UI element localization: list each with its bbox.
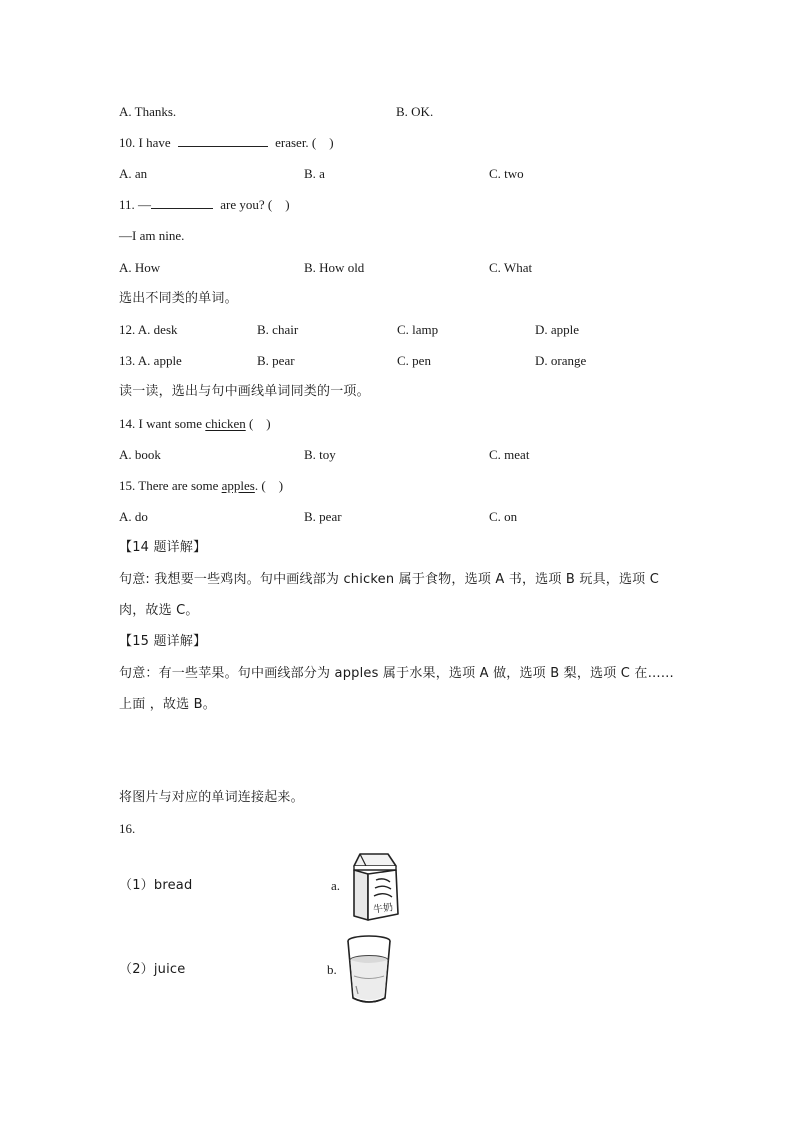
water-glass-icon bbox=[344, 934, 394, 1010]
answer-blank bbox=[151, 196, 213, 209]
milk-carton-icon bbox=[346, 850, 404, 926]
q13-option-c: C. pen bbox=[397, 353, 431, 368]
q12-option-b: B. chair bbox=[257, 322, 299, 337]
question-10-text-after: eraser. ( ) bbox=[275, 135, 334, 150]
q10-option-b: B. a bbox=[304, 166, 325, 181]
match-word-juice: （2）juice bbox=[119, 962, 186, 977]
match-letter-b: b. bbox=[327, 962, 337, 977]
q12-option-a: 12. A. desk bbox=[119, 322, 178, 337]
question-15-text-after: . ( ) bbox=[254, 478, 284, 493]
section-heading-match: 将图片与对应的单词连接起来。 bbox=[119, 790, 304, 805]
question-15-underlined-word: apples bbox=[221, 478, 255, 493]
q14-option-a: A. book bbox=[119, 447, 161, 462]
question-14-underlined-word: chicken bbox=[205, 416, 246, 431]
q15-option-c: C. on bbox=[489, 509, 518, 524]
question-11-text-after: are you? ( ) bbox=[220, 197, 290, 212]
q12-option-c: C. lamp bbox=[397, 322, 439, 337]
q11-option-c: C. What bbox=[489, 260, 533, 275]
question-16-number: 16. bbox=[119, 821, 136, 836]
section-heading-odd-one-out: 选出不同类的单词。 bbox=[119, 291, 238, 306]
q15-option-a: A. do bbox=[119, 509, 148, 524]
q11-option-b: B. How old bbox=[304, 260, 365, 275]
question-10-text-before: 10. I have bbox=[119, 135, 171, 150]
q11-option-a: A. How bbox=[119, 260, 161, 275]
section-heading-same-class: 读一读，选出与句中画线单词同类的一项。 bbox=[119, 384, 370, 399]
question-15 bbox=[119, 476, 283, 496]
q9-option-b: B. OK. bbox=[396, 104, 434, 119]
q15-option-b: B. pear bbox=[304, 509, 342, 524]
q14-option-c: C. meat bbox=[489, 447, 530, 462]
q9-option-a: A. Thanks. bbox=[119, 104, 177, 119]
q12-option-d: D. apple bbox=[535, 322, 580, 337]
q10-option-a: A. an bbox=[119, 166, 148, 181]
q10-option-c: C. two bbox=[489, 166, 524, 181]
detail-14-explanation: 句意: 我想要一些鸡肉。句中画线部为 chicken 属于食物，选项 A 书，选项 B 玩具，选项 C 肉，故选 C。 bbox=[119, 572, 659, 618]
q13-option-b: B. pear bbox=[257, 353, 295, 368]
carton-label-text: 牛奶 bbox=[372, 902, 394, 916]
question-14 bbox=[119, 414, 271, 434]
question-10 bbox=[119, 133, 334, 153]
question-11-text-before: 11. — bbox=[119, 197, 152, 212]
match-letter-a: a. bbox=[331, 878, 341, 893]
q13-option-a: 13. A. apple bbox=[119, 353, 182, 368]
question-11-answer-line: —I am nine. bbox=[119, 228, 185, 243]
detail-15-heading: 【15 题详解】 bbox=[119, 634, 207, 649]
question-11 bbox=[119, 195, 290, 215]
q13-option-d: D. orange bbox=[535, 353, 587, 368]
q14-option-b: B. toy bbox=[304, 447, 336, 462]
answer-blank bbox=[178, 134, 268, 147]
question-15-text-before: 15. There are some bbox=[119, 478, 219, 493]
detail-14-heading: 【14 题详解】 bbox=[119, 540, 207, 555]
detail-15-explanation: 句意：有一些苹果。句中画线部分为 apples 属于水果，选项 A 做，选项 B 梨，选项 C 在……上面 ，故选 B。 bbox=[119, 666, 675, 712]
match-word-bread: （1）bread bbox=[119, 878, 193, 893]
question-14-text-before: 14. I want some bbox=[119, 416, 203, 431]
question-14-text-after: ( ) bbox=[248, 416, 271, 431]
